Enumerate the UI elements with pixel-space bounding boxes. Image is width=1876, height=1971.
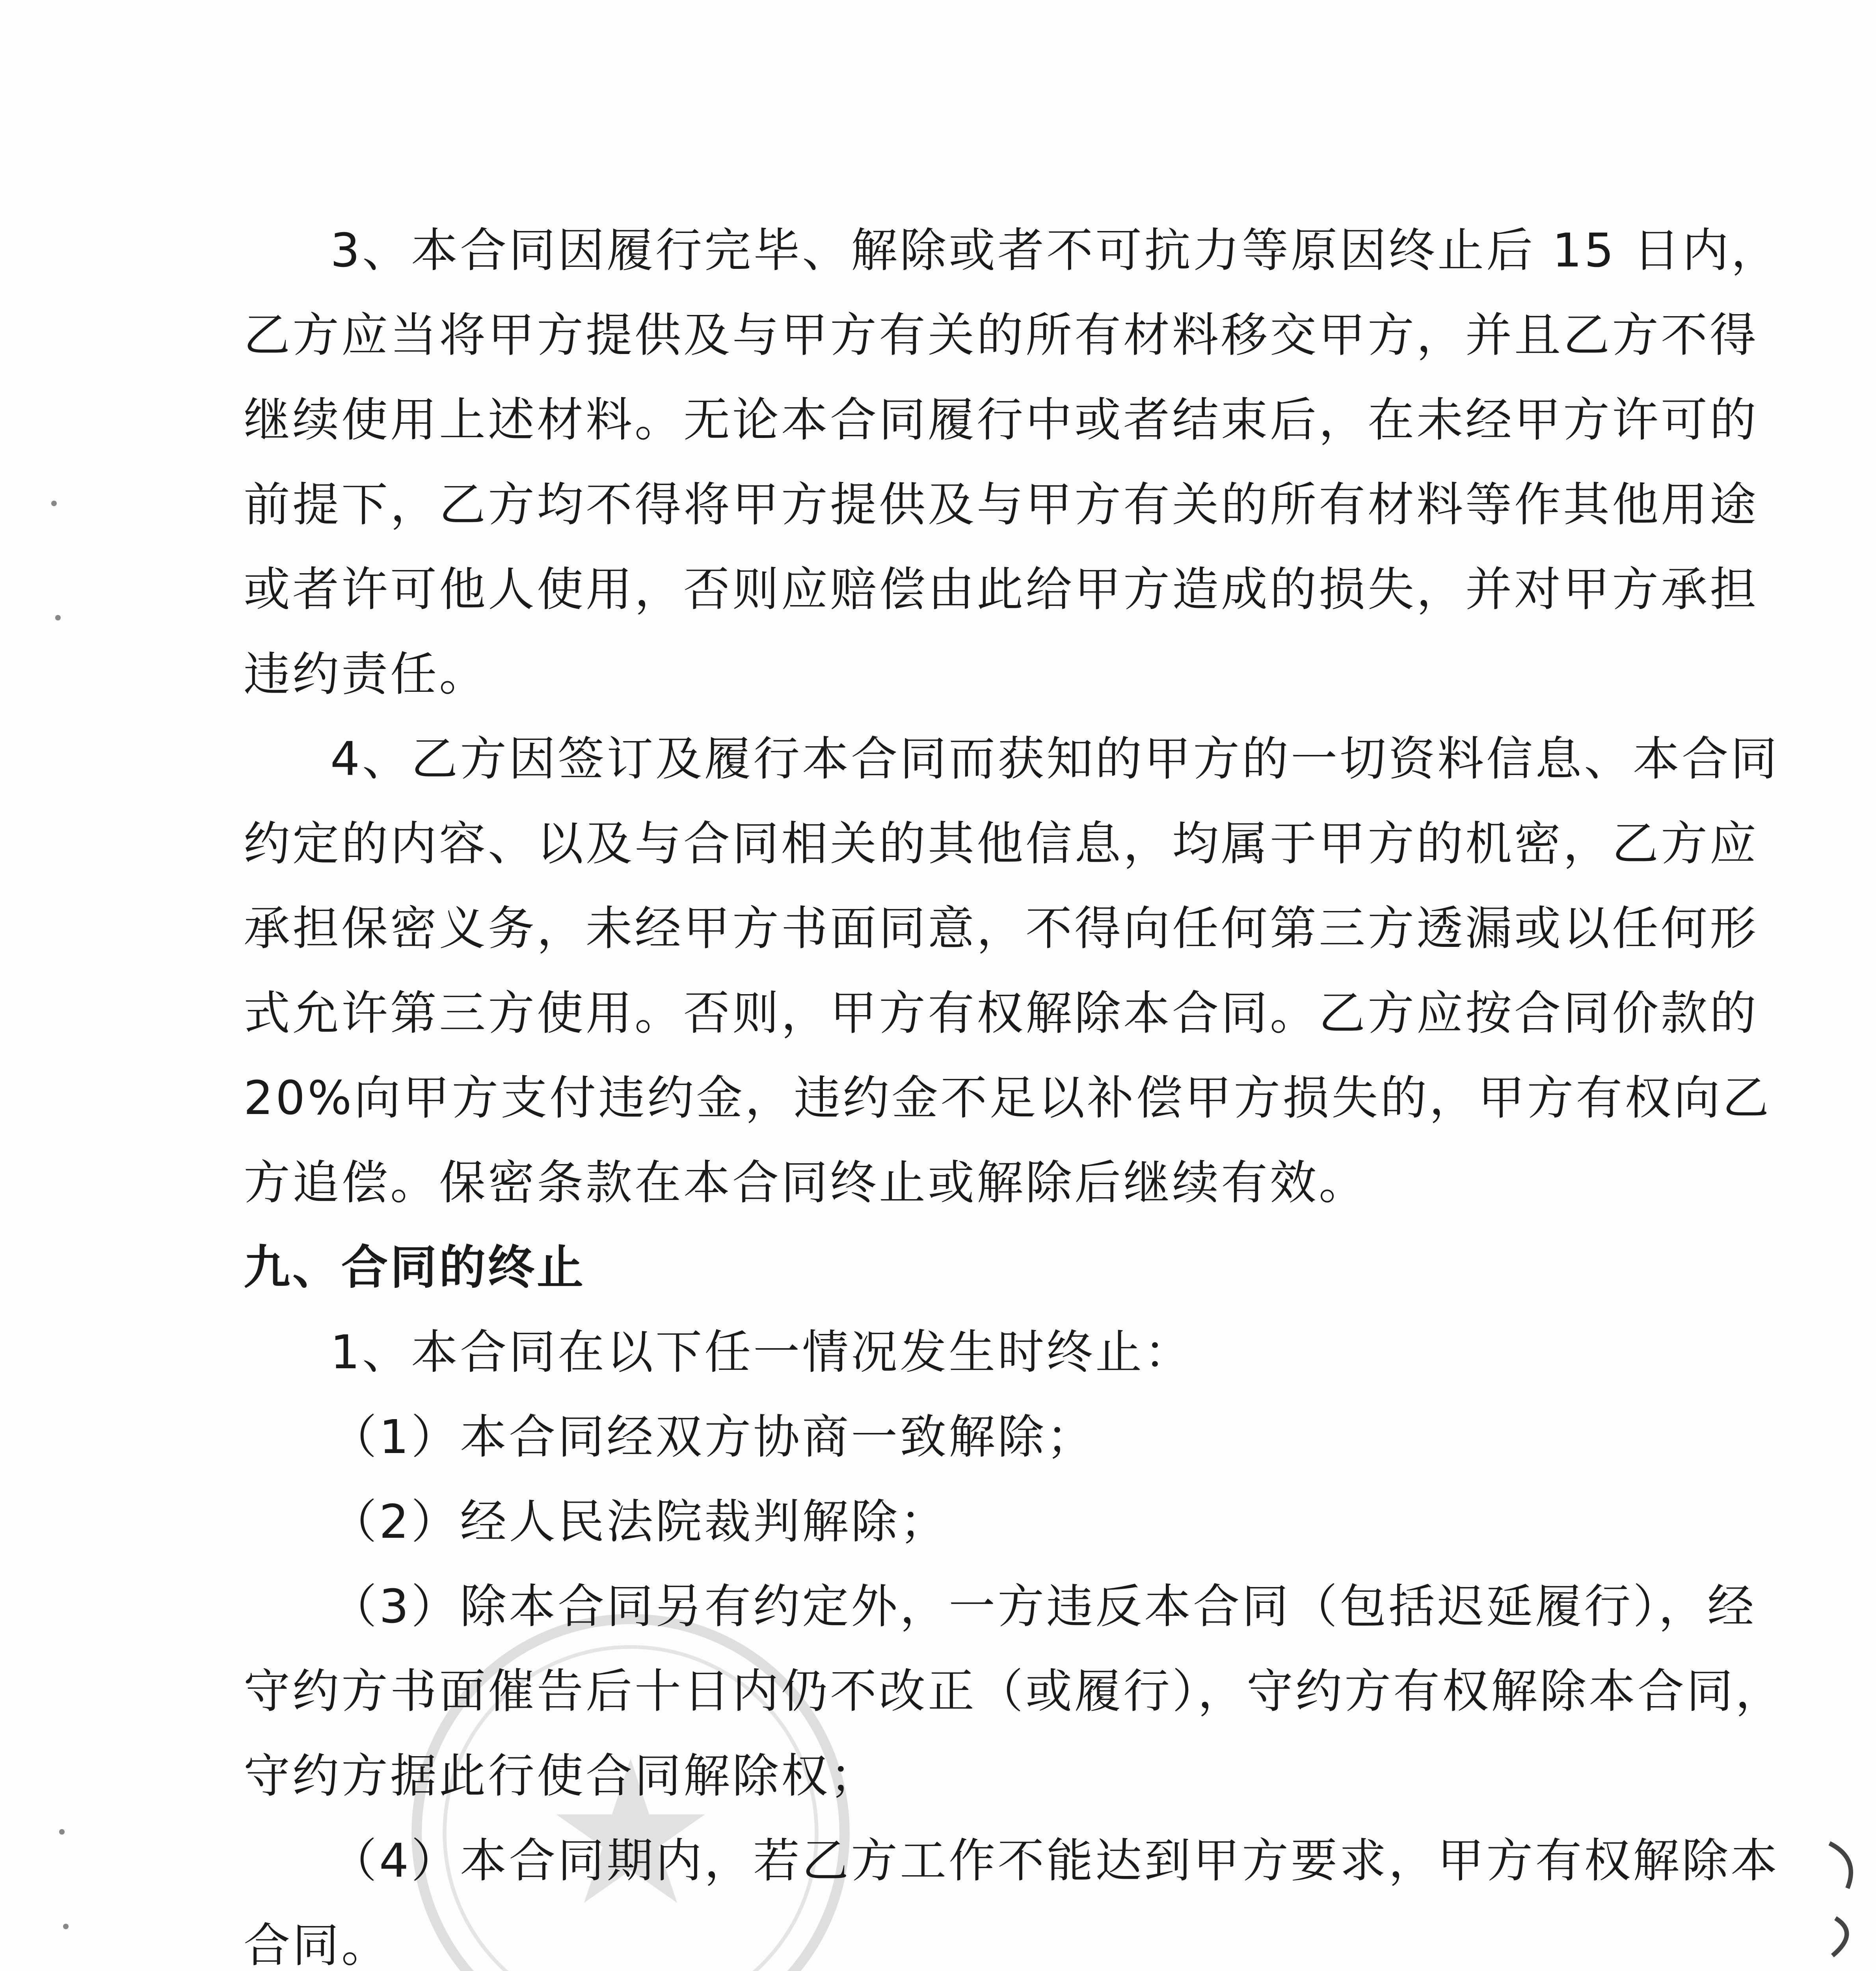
paragraph-line: 方追偿。保密条款在本合同终止或解除后继续有效。 [244,1155,1368,1210]
paragraph-line: （1）本合同经双方协商一致解除； [330,1410,1096,1464]
scan-speck [59,1829,65,1835]
paragraph-line: 4、乙方因签订及履行本合同而获知的甲方的一切资料信息、本合同 [330,732,1780,786]
paragraph-line: （4）本合同期内，若乙方工作不能达到甲方要求，甲方有权解除本 [330,1833,1780,1888]
paragraph-line: 式允许第三方使用。否则，甲方有权解除本合同。乙方应按合同价款的 [244,986,1759,1040]
paragraph-line: （2）经人民法院裁判解除； [330,1494,949,1549]
scan-speck [63,1924,69,1929]
scan-speck [55,615,61,620]
paragraph-line: 继续使用上述材料。无论本合同履行中或者结束后，在未经甲方许可的 [244,393,1759,447]
paragraph-line: 承担保密义务，未经甲方书面同意，不得向任何第三方透漏或以任何形 [244,901,1759,956]
paragraph-line: 前提下，乙方均不得将甲方提供及与甲方有关的所有材料等作其他用途 [244,477,1759,532]
edge-seal-fragment [1813,1813,1876,1971]
paragraph-line: 合同。 [244,1918,391,1971]
paragraph-line: 约定的内容、以及与合同相关的其他信息，均属于甲方的机密，乙方应 [244,816,1759,871]
paragraph-line: 违约责任。 [244,647,488,701]
paragraph-line: 1、本合同在以下任一情况发生时终止： [330,1325,1193,1379]
section-heading: 九、合同的终止 [244,1240,586,1295]
paragraph-line: 守约方书面催告后十日内仍不改正（或履行），守约方有权解除本合同， [244,1664,1785,1718]
paragraph-line: 20%向甲方支付违约金，违约金不足以补偿甲方损失的，甲方有权向乙 [244,1071,1772,1125]
paragraph-line: 守约方据此行使合同解除权； [244,1749,879,1803]
paragraph-line: （3）除本合同另有约定外，一方违反本合同（包括迟延履行），经 [330,1579,1757,1634]
paragraph-line: 乙方应当将甲方提供及与甲方有关的所有材料移交甲方，并且乙方不得 [244,308,1759,362]
paragraph-line: 或者许可他人使用，否则应赔偿由此给甲方造成的损失，并对甲方承担 [244,562,1759,617]
paragraph-line: 3、本合同因履行完毕、解除或者不可抗力等原因终止后 15 日内， [330,223,1780,278]
scan-speck [51,501,57,506]
